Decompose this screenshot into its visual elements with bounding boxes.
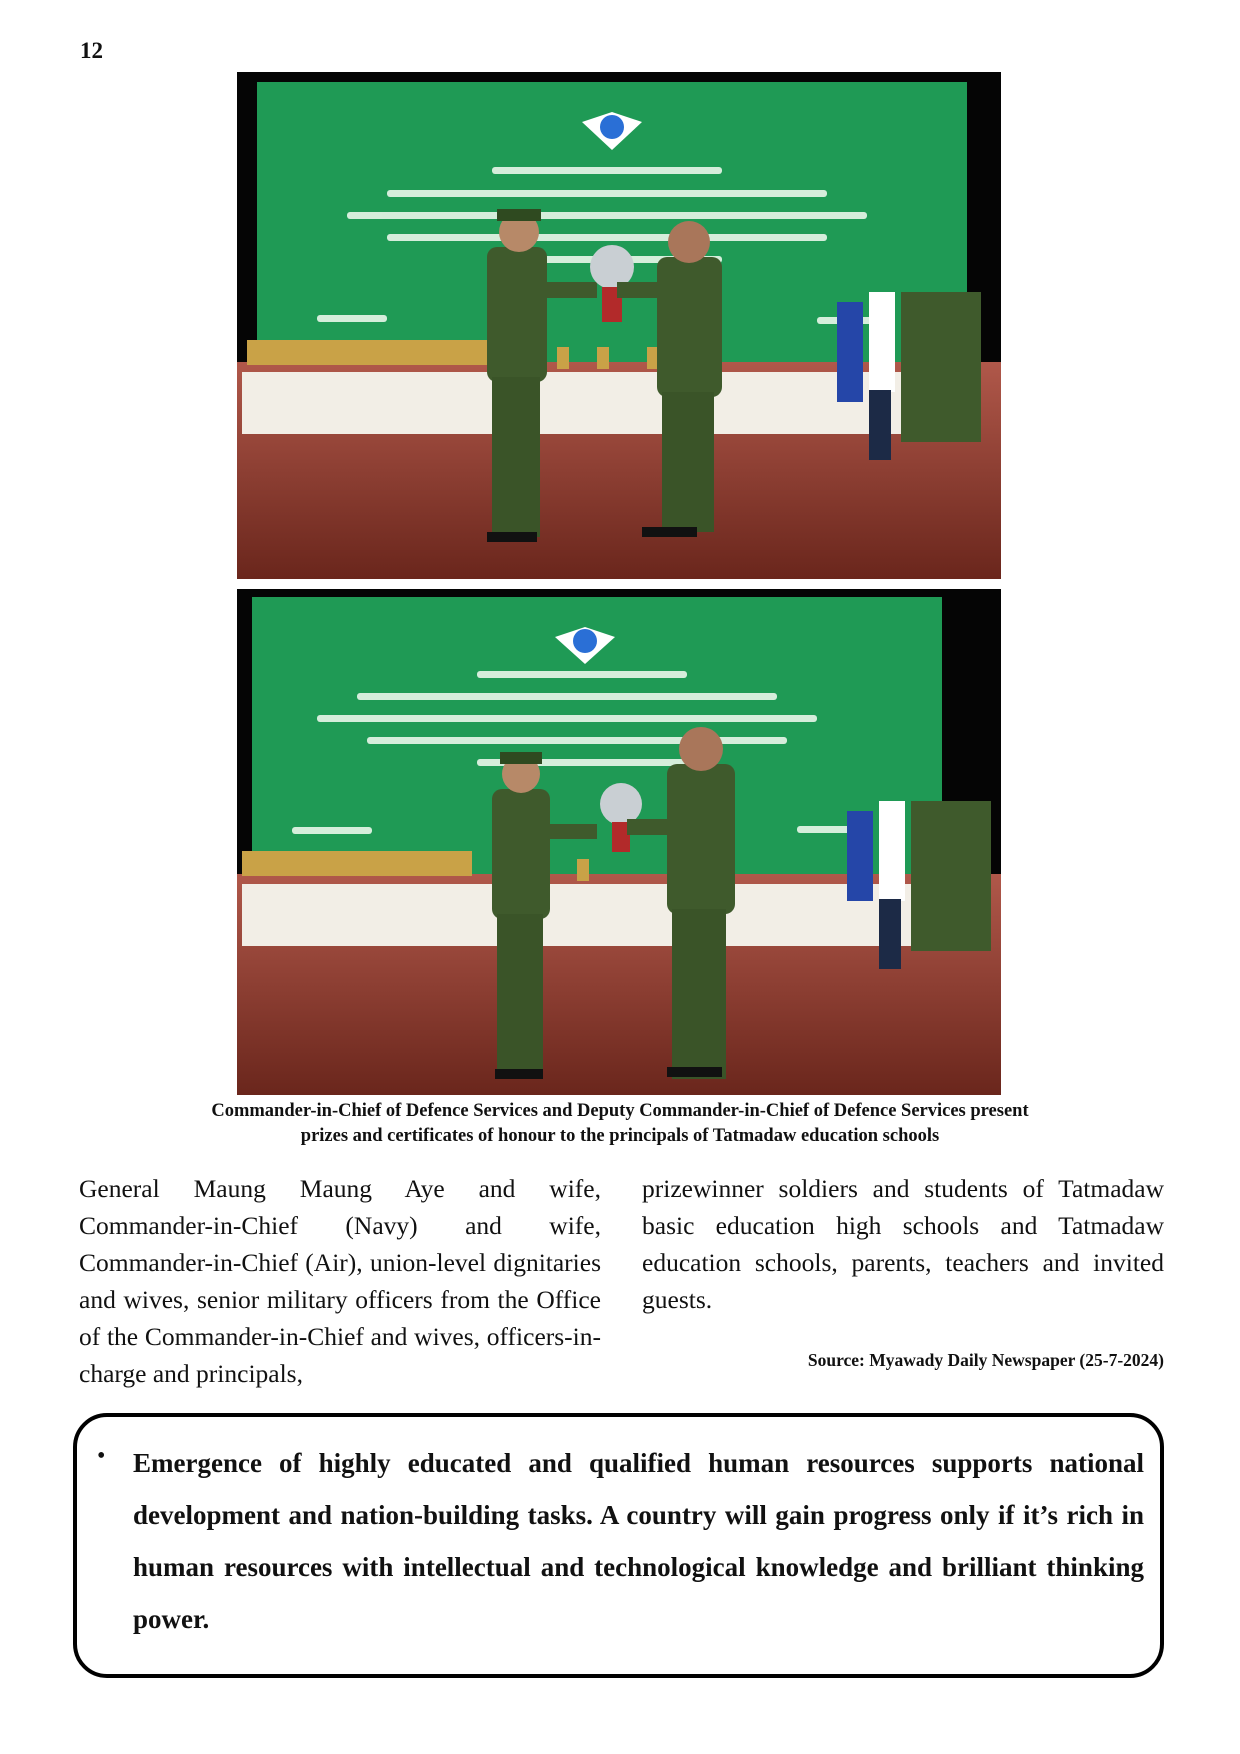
body-text-left: General Maung Maung Aye and wife, Commander-in-Chief (Navy) and wife, Commander-in-Chief (Air), union-level dignitaries and wives, senior military officers from the Office of the Commander-in-Chief and wives, officers-in-charge and principals, <box>79 1174 601 1388</box>
source-citation: Source: Myawady Daily Newspaper (25-7-2024) <box>807 1350 1164 1370</box>
caption-line-1: Commander-in-Chief of Defence Services and Deputy Commander-in-Chief of Defence Services present <box>211 1101 1029 1121</box>
photo-scene-2 <box>237 589 1001 1095</box>
photo-award-ceremony-1 <box>237 72 1001 579</box>
bullet-icon: • <box>97 1443 106 1469</box>
photo-caption <box>120 1099 1120 1149</box>
photo-scene-1 <box>237 72 1001 579</box>
body-column-left <box>79 1170 601 1392</box>
key-message-box <box>73 1413 1164 1678</box>
body-text-right: prizewinner soldiers and students of Tatmadaw basic education high schools and Tatmadaw education schools, parents, teachers and invited guests. <box>642 1174 1164 1314</box>
key-message-text: Emergence of highly educated and qualified human resources supports national development and nation-building tasks. A country will gain progress only if it’s rich in human resources with intellectual and technological knowledge and brilliant thinking power. <box>133 1448 1144 1634</box>
photo-award-ceremony-2 <box>237 589 1001 1095</box>
caption-line-2: prizes and certificates of honour to the principals of Tatmadaw education schools <box>300 1126 940 1146</box>
body-column-right <box>642 1170 1164 1318</box>
page-number: 12 <box>80 38 103 63</box>
